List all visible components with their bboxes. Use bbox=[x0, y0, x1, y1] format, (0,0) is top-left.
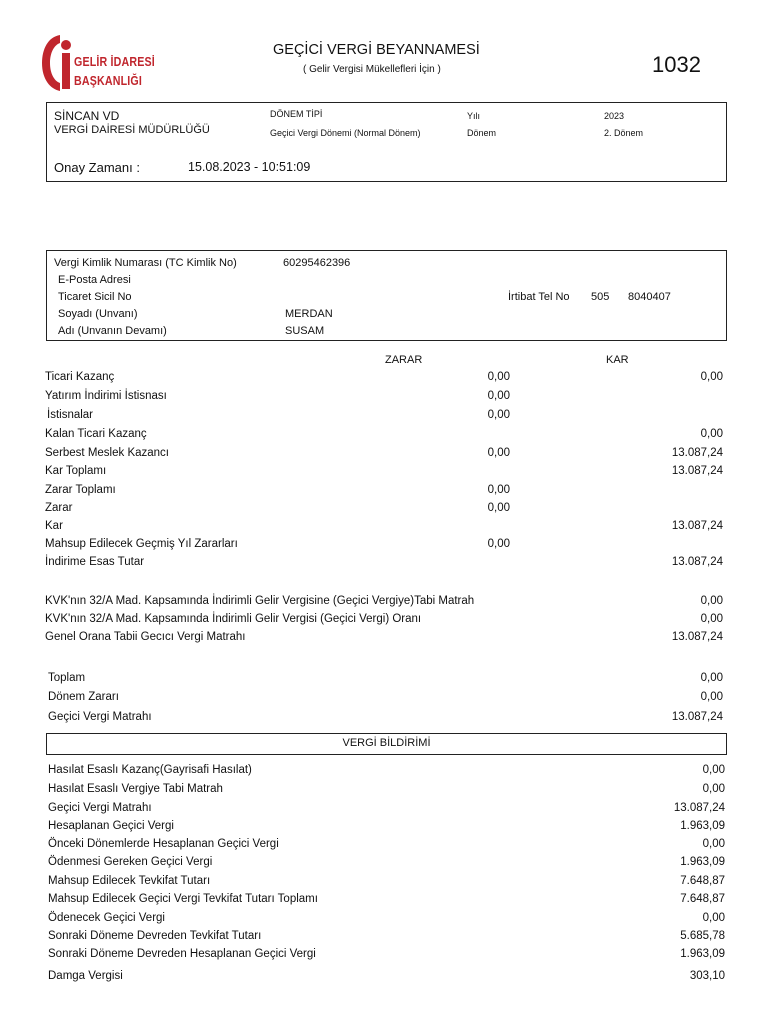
donem-value: 2. Dönem bbox=[604, 128, 644, 138]
income-row-zarar: 0,00 bbox=[487, 390, 510, 402]
income-row-zarar: 0,00 bbox=[487, 502, 510, 514]
income-row-kar: 13.087,24 bbox=[671, 556, 723, 568]
gib-logo-icon bbox=[40, 33, 74, 93]
yil-value: 2023 bbox=[604, 111, 625, 121]
vb-row-label: Ödenecek Geçici Vergi bbox=[48, 912, 165, 924]
vb-row-value: 0,00 bbox=[702, 764, 725, 776]
irtibat-number: 8040407 bbox=[628, 291, 671, 303]
kvk-row-label: Genel Orana Tabii Gecıcı Vergi Matrahı bbox=[45, 631, 246, 643]
totals-row-label: Geçici Vergi Matrahı bbox=[48, 711, 152, 723]
irtibat-code: 505 bbox=[591, 291, 610, 303]
irtibat-label: İrtibat Tel No bbox=[508, 291, 570, 303]
income-row-label: Ticari Kazanç bbox=[45, 371, 115, 383]
income-row-kar: 0,00 bbox=[700, 428, 723, 440]
income-row-label: Kalan Ticari Kazanç bbox=[45, 428, 147, 440]
vb-row-label: Önceki Dönemlerde Hesaplanan Geçici Vergi bbox=[48, 838, 279, 850]
vb-row-label: Hasılat Esaslı Kazanç(Gayrisafi Hasılat) bbox=[48, 764, 252, 776]
income-row-label: Yatırım İndirimi İstisnası bbox=[45, 390, 167, 402]
vb-row-label: Sonraki Döneme Devreden Hesaplanan Geçici Vergi bbox=[48, 948, 316, 960]
vb-row-value: 7.648,87 bbox=[680, 875, 725, 887]
kar-header: KAR bbox=[606, 354, 629, 366]
zarar-header: ZARAR bbox=[385, 354, 423, 366]
kvk-row-value: 0,00 bbox=[700, 595, 723, 607]
income-row-label: Zarar bbox=[45, 502, 73, 514]
income-row-label: İstisnalar bbox=[47, 409, 94, 421]
office-box bbox=[46, 102, 727, 182]
vb-row-value: 1.963,09 bbox=[680, 948, 725, 960]
income-row-label: İndirime Esas Tutar bbox=[45, 556, 145, 568]
form-number: 1032 bbox=[652, 52, 701, 77]
vkn-label: Vergi Kimlik Numarası (TC Kimlik No) bbox=[54, 257, 237, 269]
income-row-kar: 13.087,24 bbox=[671, 447, 723, 459]
income-row-kar: 13.087,24 bbox=[671, 520, 723, 532]
yil-label: Yılı bbox=[467, 111, 481, 121]
logo-line-1: GELİR İDARESİ bbox=[74, 54, 155, 69]
income-row-label: Kar Toplamı bbox=[45, 465, 107, 477]
income-row-label: Serbest Meslek Kazancı bbox=[45, 447, 170, 459]
income-row-zarar: 0,00 bbox=[487, 484, 510, 496]
income-row-zarar: 0,00 bbox=[487, 409, 510, 421]
vb-row-value: 303,10 bbox=[689, 970, 725, 982]
vb-row-label: Geçici Vergi Matrahı bbox=[48, 802, 152, 814]
vb-row-value: 5.685,78 bbox=[680, 930, 725, 942]
vb-row-label: Sonraki Döneme Devreden Tevkifat Tutarı bbox=[48, 930, 262, 942]
logo-line-2: BAŞKANLIĞI bbox=[74, 73, 142, 88]
adi-value: SUSAM bbox=[285, 325, 325, 337]
gib-logo-text bbox=[74, 52, 155, 90]
vb-row-value: 1.963,09 bbox=[680, 820, 725, 832]
vb-row-value: 0,00 bbox=[702, 783, 725, 795]
form-subtitle: ( Gelir Vergisi Mükellefleri İçin ) bbox=[303, 64, 441, 75]
donem-tipi-label: DÖNEM TİPİ bbox=[270, 109, 323, 119]
onay-label: Onay Zamanı : bbox=[54, 160, 140, 175]
donem-label: Dönem bbox=[467, 128, 497, 138]
adi-label: Adı (Unvanın Devamı) bbox=[58, 325, 167, 337]
ticaret-sicil-label: Ticaret Sicil No bbox=[58, 291, 132, 303]
kvk-row-value: 13.087,24 bbox=[671, 631, 723, 643]
totals-row-value: 13.087,24 bbox=[671, 711, 723, 723]
kvk-row-label: KVK'nın 32/A Mad. Kapsamında İndirimli Gelir Vergisine (Geçici Vergiye)Tabi Matrah bbox=[45, 595, 475, 607]
kvk-row-label: KVK'nın 32/A Mad. Kapsamında İndirimli Gelir Vergisi (Geçici Vergi) Oranı bbox=[45, 613, 422, 625]
income-row-label: Mahsup Edilecek Geçmiş Yıl Zararları bbox=[45, 538, 238, 550]
vd-name: SİNCAN VD bbox=[54, 109, 120, 123]
email-label: E-Posta Adresi bbox=[58, 274, 131, 286]
vergi-bildirimi-title: VERGİ BİLDİRİMİ bbox=[342, 737, 431, 749]
vd-title: VERGİ DAİRESİ MÜDÜRLÜĞÜ bbox=[54, 124, 210, 136]
vb-row-value: 13.087,24 bbox=[673, 802, 725, 814]
soyadi-value: MERDAN bbox=[285, 308, 333, 320]
form-title: GEÇİCİ VERGİ BEYANNAMESİ bbox=[273, 42, 480, 58]
onay-value: 15.08.2023 - 10:51:09 bbox=[188, 160, 311, 174]
vb-row-value: 1.963,09 bbox=[680, 856, 725, 868]
kvk-row-value: 0,00 bbox=[700, 613, 723, 625]
vb-row-label: Mahsup Edilecek Tevkifat Tutarı bbox=[48, 875, 211, 887]
soyadi-label: Soyadı (Unvanı) bbox=[58, 308, 138, 320]
totals-row-value: 0,00 bbox=[700, 691, 723, 703]
income-row-kar: 0,00 bbox=[700, 371, 723, 383]
income-row-label: Zarar Toplamı bbox=[45, 484, 116, 496]
totals-row-value: 0,00 bbox=[700, 672, 723, 684]
vb-row-label: Mahsup Edilecek Geçici Vergi Tevkifat Tutarı Toplamı bbox=[48, 893, 318, 905]
vb-row-label: Hesaplanan Geçici Vergi bbox=[48, 820, 174, 832]
vkn-value: 60295462396 bbox=[283, 257, 351, 269]
vb-row-label: Damga Vergisi bbox=[48, 970, 123, 982]
vb-row-label: Ödenmesi Gereken Geçici Vergi bbox=[48, 856, 213, 868]
vb-row-label: Hasılat Esaslı Vergiye Tabi Matrah bbox=[48, 783, 223, 795]
income-row-zarar: 0,00 bbox=[487, 371, 510, 383]
income-row-label: Kar bbox=[45, 520, 63, 532]
income-row-kar: 13.087,24 bbox=[671, 465, 723, 477]
totals-row-label: Dönem Zararı bbox=[48, 691, 119, 703]
vb-row-value: 0,00 bbox=[702, 838, 725, 850]
vb-row-value: 0,00 bbox=[702, 912, 725, 924]
income-row-zarar: 0,00 bbox=[487, 447, 510, 459]
income-row-zarar: 0,00 bbox=[487, 538, 510, 550]
totals-row-label: Toplam bbox=[48, 672, 86, 684]
vb-row-value: 7.648,87 bbox=[680, 893, 725, 905]
donem-tipi-value: Geçici Vergi Dönemi (Normal Dönem) bbox=[270, 128, 421, 138]
